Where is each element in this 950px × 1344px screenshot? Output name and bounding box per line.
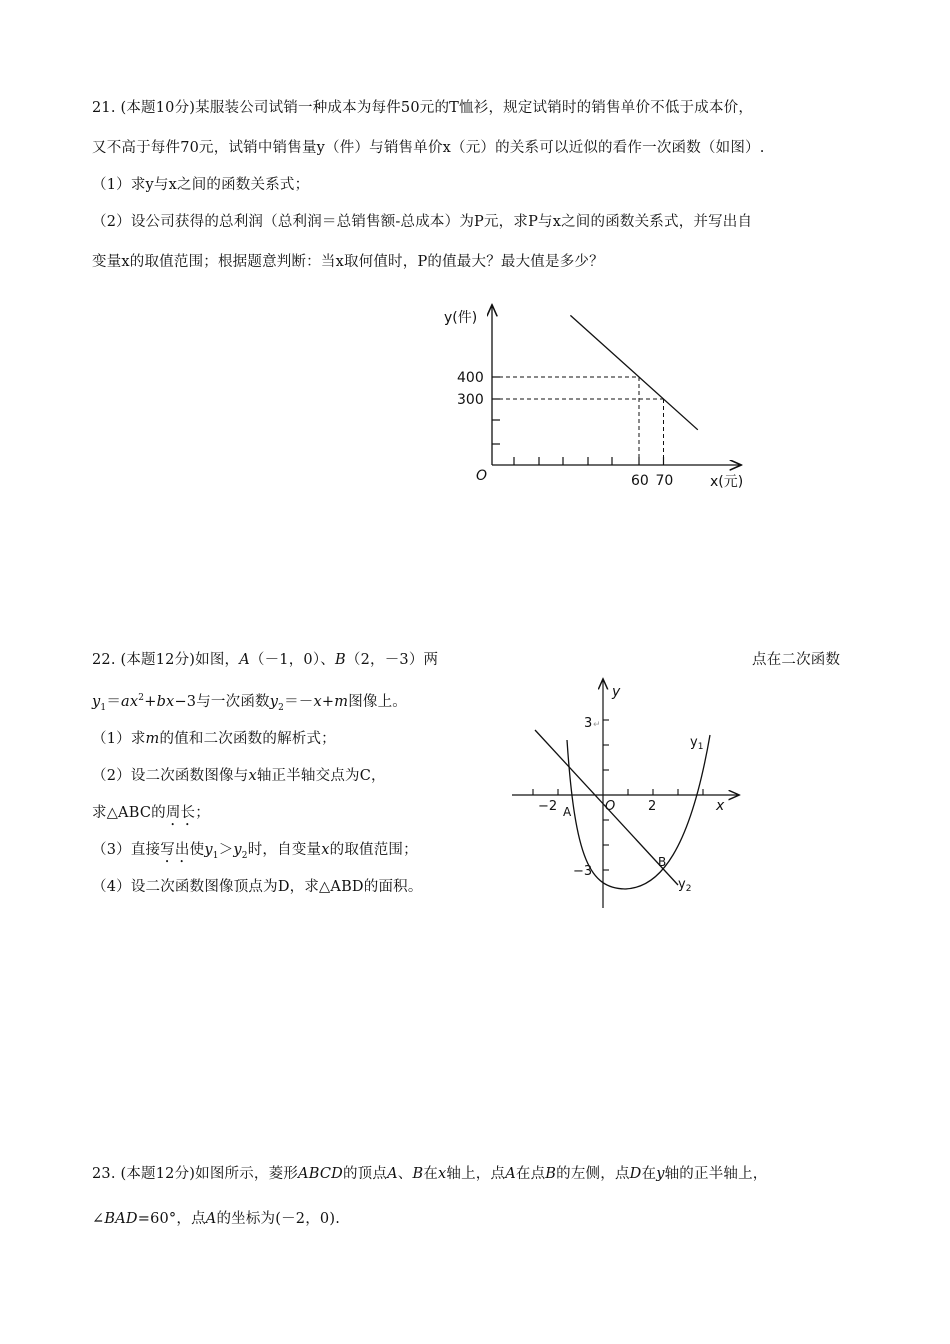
chart-y-tick-label-2: 300 <box>457 392 484 408</box>
graph-point-b-label: B <box>658 855 667 869</box>
graph-tick-neg2: −2 <box>538 799 558 814</box>
chart-x-tick-label-1: 60 <box>631 473 649 489</box>
graph-x-label: x <box>716 798 725 814</box>
q23-line-1: 23. (本题12分)如图所示，菱形ABCD的顶点A、B在x轴上，点A在点B的左侧，点D在y轴的正半轴上， <box>92 1166 768 1182</box>
q22-part-2: （2）设二次函数图像与x轴正半轴交点为C， <box>92 768 386 784</box>
graph-origin-label: O <box>605 799 616 814</box>
q21-part-2: （2）设公司获得的总利润（总利润＝总销售额-总成本）为P元，求P与x之间的函数关系式，并写出自 <box>92 214 753 230</box>
q22-line-2: $y_1=ax^2+bx-3$与一次函数$y_2=-x+m$图像上。 <box>92 693 407 713</box>
graph-tick-2: 2 <box>648 799 657 814</box>
q23-line-2: ∠BAD=60°，点A的坐标为(－2，0). <box>92 1211 341 1227</box>
chart-x-minor-ticks <box>514 457 612 465</box>
graph-point-a-label: A <box>563 805 572 819</box>
q22-part-1: （1）求m的值和二次函数的解析式； <box>92 731 336 747</box>
graph-y1-label: $y_1$ <box>690 735 704 752</box>
graph-y2-label: $y_2$ <box>678 877 692 894</box>
q22-part-4: （4）设二次函数图像顶点为D，求△ABD的面积。 <box>92 879 423 895</box>
chart-series-line <box>570 315 697 429</box>
q22-line-1-right: 点在二次函数 <box>752 652 841 668</box>
chart-y-tick-label-1: 400 <box>457 370 484 386</box>
q21-line-2: 又不高于每件70元，试销中销售量y（件）与销售单价x（元）的关系可以近似的看作一次函数（如图）. <box>92 140 765 156</box>
q22-part-3: （3）直接写出使$y_1>y_2$时，自变量x的取值范围； <box>92 842 418 861</box>
q21-part-2-cont: 变量x的取值范围；根据题意判断：当x取何值时，P的值最大？最大值是多少？ <box>92 254 604 270</box>
graph-y-label: y <box>612 684 621 700</box>
q21-part-1: （1）求y与x之间的函数关系式； <box>92 177 310 193</box>
q22-function-graph <box>505 675 750 910</box>
graph-tick-neg3: −3 <box>573 864 593 879</box>
graph-tick-3: 3 <box>584 716 593 731</box>
q22-line-1: 22. (本题12分)如图，A（－1，0）、B（2，－3）两 <box>92 652 439 668</box>
chart-y-minor-ticks <box>492 420 500 444</box>
chart-x-label: x(元) <box>710 474 744 490</box>
q21-line-chart <box>436 300 766 495</box>
chart-y-label: y(件) <box>444 310 478 326</box>
q21-line-1: 21. (本题10分)某服装公司试销一种成本为每件50元的T恤衫，规定试销时的销售单价不低于成本价， <box>92 100 754 116</box>
graph-return-mark: ↵ <box>593 720 601 730</box>
q22-part-2-cont: 求△ABC的周长； <box>92 805 210 821</box>
chart-x-tick-label-2: 70 <box>655 473 674 489</box>
chart-origin-label: O <box>476 468 488 484</box>
